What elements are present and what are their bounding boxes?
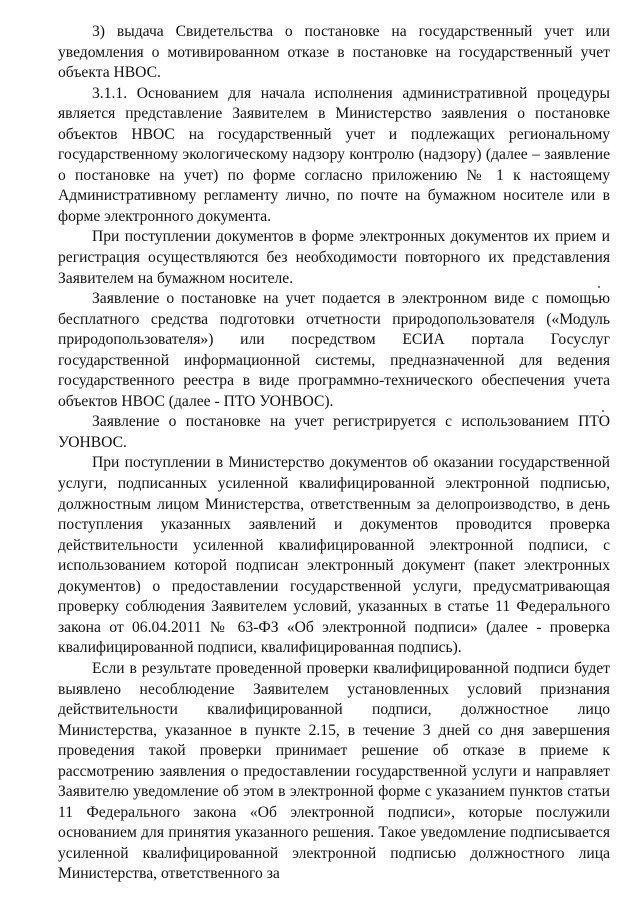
paragraph-signature-check: При поступлении в Министерство документов об оказании государственной услуги, подписанных усиленной квалифицированной электронной подписью, должностным лицом Министерства, ответственным за делопроизводство, в день поступления указанных заявлений и документов проводится проверка действительности усиленной квалифицированной электронной подписи, с использованием которой подписан электронный документ (пакет электронных документов) о предоставлении государственной услуги, предусматривающая проверку соблюдения Заявителем условий, указанных в статье 11 Федерального закона от 06.04.2011 № 63-ФЗ «Об электронной подписи» (далее - проверка квалифицированной подписи, квалифицированная подпись). [58, 454, 610, 657]
paragraph-item-3: 3) выдача Свидетельства о постановке на государственный учет или уведомления о мотивированном отказе в постановке на государственный учет объекта НВОС. [58, 23, 610, 82]
paragraph-registration: Заявление о постановке на учет регистрируется с использованием ПТО УОНВОС. [58, 413, 610, 451]
paragraph-electronic-receipt: При поступлении документов в форме электронных документов их прием и регистрация осуществляются без необходимости повторного их представления Заявителем на бумажном носителе. [58, 228, 610, 287]
document-body [58, 22, 610, 885]
paragraph-3-1-1: 3.1.1. Основанием для начала исполнения административной процедуры является представление Заявителем в Министерство заявления о постановке объектов НВОС на государственный учет и подлежащих региональному государственному экологическому надзору контролю (надзору) (далее – заявление о постановке на учет) по форме согласно приложению № 1 к настоящему Административному регламенту лично, по почте на бумажном носителе или в форме электронного документа. [58, 84, 610, 225]
paragraph-check-failure: Если в результате проведенной проверки квалифицированной подписи будет выявлено несоблюдение Заявителем установленных условий признания действительности квалифицированной подписи, должностное лицо Министерства, указанное в пункте 2.15, в течение 3 дней со дня завершения проведения такой проверки принимает решение об отказе в приеме к рассмотрению заявления о предоставлении государственной услуги и направляет Заявителю уведомление об этом в электронной форме с указанием пунктов статьи 11 Федерального закона «Об электронной подписи», которые послужили основанием для принятия указанного решения. Такое уведомление подписывается усиленной квалифицированной электронной подписью должностного лица Министерства, ответственного за [58, 659, 610, 883]
paragraph-electronic-submission: Заявление о постановке на учет подается в электронном виде с помощью бесплатного средства подготовки отчетности природопользователя («Модуль природопользователя») или посредством ЕСИА портала Госуслуг государственной информационной системы, предназначенной для ведения государственного реестра в виде программно-технического обеспечения учета объектов НВОС (далее - ПТО УОНВОС). [58, 290, 610, 410]
scan-speck [602, 410, 604, 412]
scan-speck [598, 286, 600, 288]
